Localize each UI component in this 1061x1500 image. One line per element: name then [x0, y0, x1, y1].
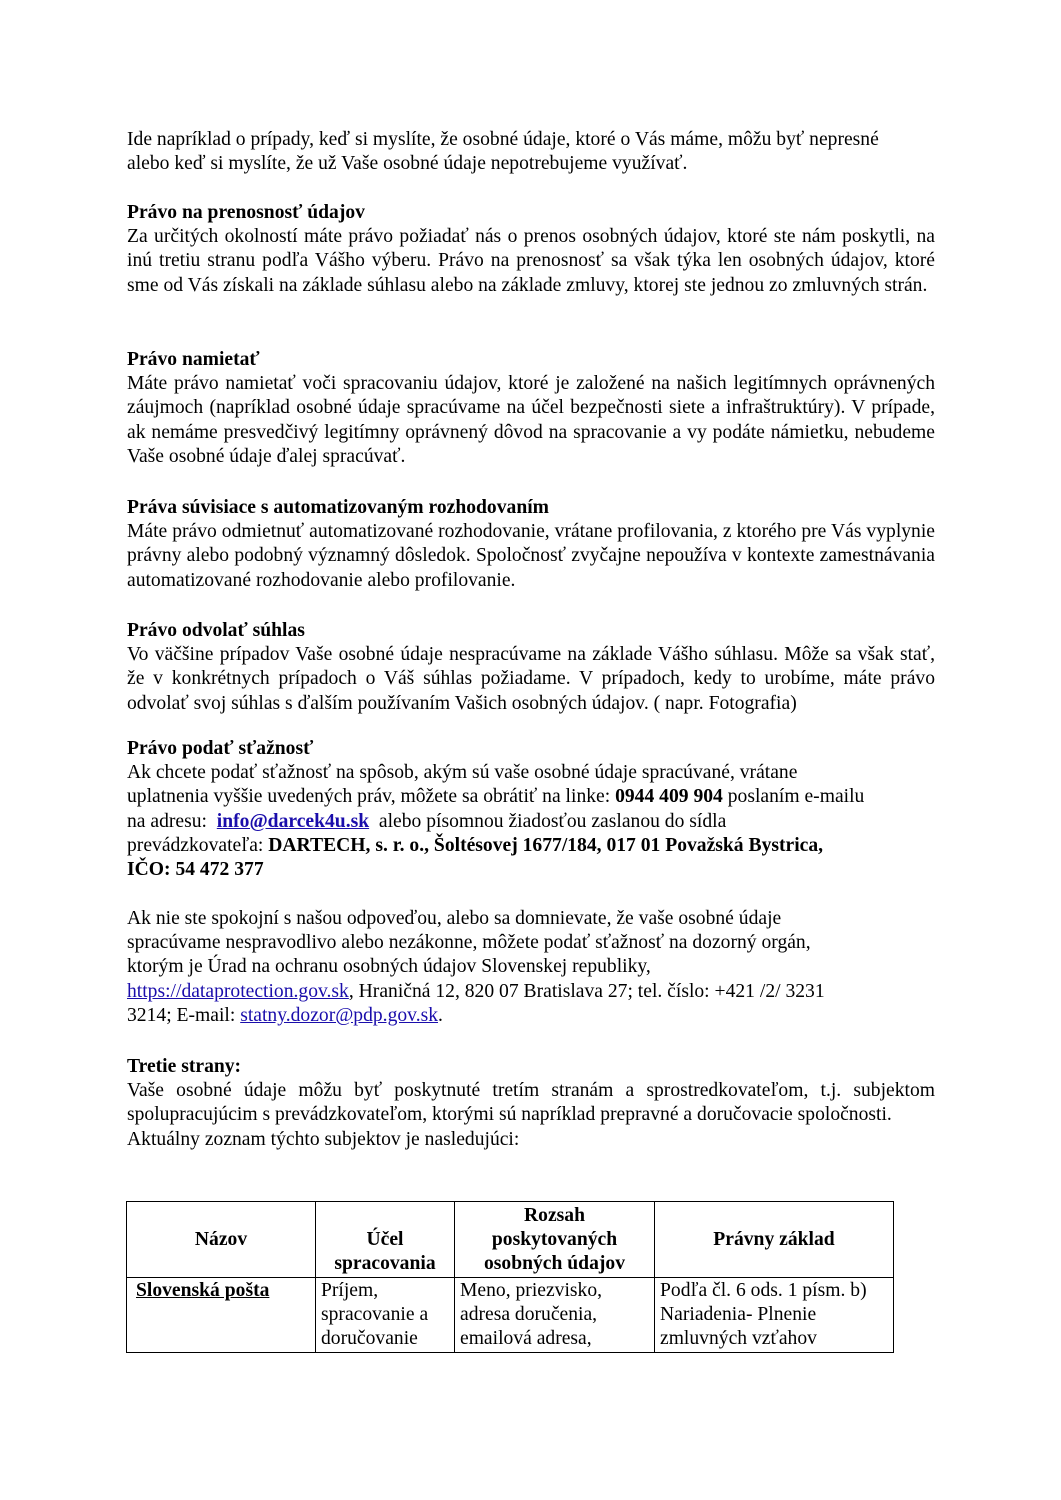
authority-line-4 [127, 980, 935, 1004]
section-object [127, 348, 935, 469]
section-body: Máte právo namietať voči spracovaniu údajov, ktoré je založené na našich legitímnych oprávnených záujmoch (napríklad osobné údaje spracúvame na účel bezpečnosti siete a infraštruktúry). V prípade, ak nemáme presvedčivý legitímny oprávnený dôvod na spracovanie a vy podáte námietku, nebudeme Vaše osobné údaje ďalej spracúvať. [127, 373, 935, 467]
authority-line-3: ktorým je Úrad na ochranu osobných údajov Slovenskej republiky, [127, 956, 651, 978]
complaint-line-3 [127, 810, 935, 834]
authority-line-2: spracúvame nespravodlivo alebo nezákonne, môžete podať sťažnosť na dozorný orgán, [127, 932, 811, 954]
section-portability [127, 201, 935, 298]
complaint-text: prevádzkovateľa: [127, 834, 269, 856]
complaint-line-2 [127, 785, 935, 809]
complaint-text: uplatnenia vyššie uvedených práv, môžete sa obrátiť na linke: [127, 786, 616, 808]
cell-purpose: Príjem, spracovanie a doručovanie [316, 1277, 455, 1353]
complaint-authority-paragraph [127, 907, 935, 1028]
intro-line-2: alebo keď si myslíte, že už Vaše osobné údaje nepotrebujeme využívať. [127, 153, 688, 175]
section-complaint [127, 737, 935, 882]
complaint-text: na adresu: [127, 810, 217, 832]
section-body: Máte právo odmietnuť automatizované rozhodovanie, vrátane profilovania, z ktorého pre Vás vyplynie právny alebo podobný významný dôsledok. Spoločnosť zvyčajne nepoužíva v kontexte zamestnávania automatizované rozhodovanie alebo profilovanie. [127, 521, 935, 591]
intro-paragraph [127, 128, 935, 176]
section-heading: Právo odvolať súhlas [127, 620, 305, 641]
section-withdraw-consent [127, 619, 935, 716]
third-parties-table [126, 1201, 894, 1353]
column-header-purpose: Účel spracovania [316, 1202, 455, 1278]
section-heading: Právo namietať [127, 349, 260, 370]
complaint-line-4 [127, 834, 935, 858]
authority-line-5 [127, 1004, 935, 1028]
operator-email-link[interactable]: info@darcek4u.sk [216, 810, 370, 832]
operator-ico: IČO: 54 472 377 [127, 859, 264, 881]
authority-text: . [438, 1004, 443, 1026]
authority-text: 3214; E-mail: [127, 1004, 241, 1026]
phone-number: 0944 409 904 [615, 786, 723, 808]
cell-legal-basis: Podľa čl. 6 ods. 1 písm. b) Nariadenia- Plnenie zmluvných vzťahov [655, 1277, 894, 1353]
authority-email-link[interactable]: statny.dozor@pdp.gov.sk [240, 1004, 439, 1026]
section-heading: Právo podať sťažnosť [127, 738, 314, 759]
cell-scope: Meno, priezvisko, adresa doručenia, emailová adresa, [455, 1277, 655, 1353]
authority-text: , Hraničná 12, 820 07 Bratislava 27; tel. číslo: +421 /2/ 3231 [348, 980, 825, 1002]
section-body: Vo väčšine prípadov Vaše osobné údaje nespracúvame na základe Vášho súhlasu. Môže sa však stať, že v konkrétnych prípadoch o Váš súhlas požiadame. V prípadoch, kedy to urobíme, máte právo odvolať svoj súhlas s ďalším používaním Vašich osobných údajov. ( napr. Fotografia) [127, 644, 935, 714]
complaint-line-1: Ak chcete podať sťažnosť na spôsob, akým sú vaše osobné údaje spracúvané, vrátane [127, 762, 798, 784]
section-heading: Tretie strany: [127, 1056, 242, 1077]
section-heading: Práva súvisiace s automatizovaným rozhodovaním [127, 497, 549, 518]
table-header-row [127, 1202, 894, 1278]
complaint-text: alebo písomnou žiadosťou zaslanou do sídla [369, 810, 727, 832]
column-header-scope: Rozsah poskytovaných osobných údajov [455, 1202, 655, 1278]
column-header-name: Názov [127, 1202, 316, 1278]
section-body: Vaše osobné údaje môžu byť poskytnuté tretím stranám a sprostredkovateľom, t.j. subjektom spolupracujúcim s prevádzkovateľom, ktorými sú napríklad prepravné a doručovacie spoločnosti. [127, 1080, 935, 1126]
section-automated-decisions [127, 496, 935, 593]
authority-line-1: Ak nie ste spokojní s našou odpoveďou, alebo sa domnievate, že vaše osobné údaje [127, 908, 782, 929]
complaint-text: poslaním e-mailu [722, 786, 865, 808]
intro-line-1: Ide napríklad o prípady, keď si myslíte, že osobné údaje, ktoré o Vás máme, môžu byť nepresné [127, 129, 879, 150]
column-header-legal-basis: Právny základ [655, 1202, 894, 1278]
section-third-parties [127, 1055, 935, 1152]
operator-address: DARTECH, s. r. o., Šoltésovej 1677/184, 017 01 Považská Bystrica, [268, 834, 824, 856]
section-heading: Právo na prenosnosť údajov [127, 202, 365, 223]
authority-website-link[interactable]: https://dataprotection.gov.sk [127, 980, 349, 1002]
table-row [127, 1277, 894, 1353]
section-body: Za určitých okolností máte právo požiadať nás o prenos osobných údajov, ktoré ste nám poskytli, na inú tretiu stranu podľa Vášho výberu. Právo na prenosnosť sa však týka len osobných údajov, ktoré sme od Vás získali na základe súhlasu alebo na základe zmluvy, ktorej ste jednou zo zmluvných strán. [127, 226, 935, 296]
list-intro: Aktuálny zoznam týchto subjektov je nasledujúci: [127, 1128, 520, 1150]
cell-name: Slovenská pošta [127, 1277, 316, 1353]
